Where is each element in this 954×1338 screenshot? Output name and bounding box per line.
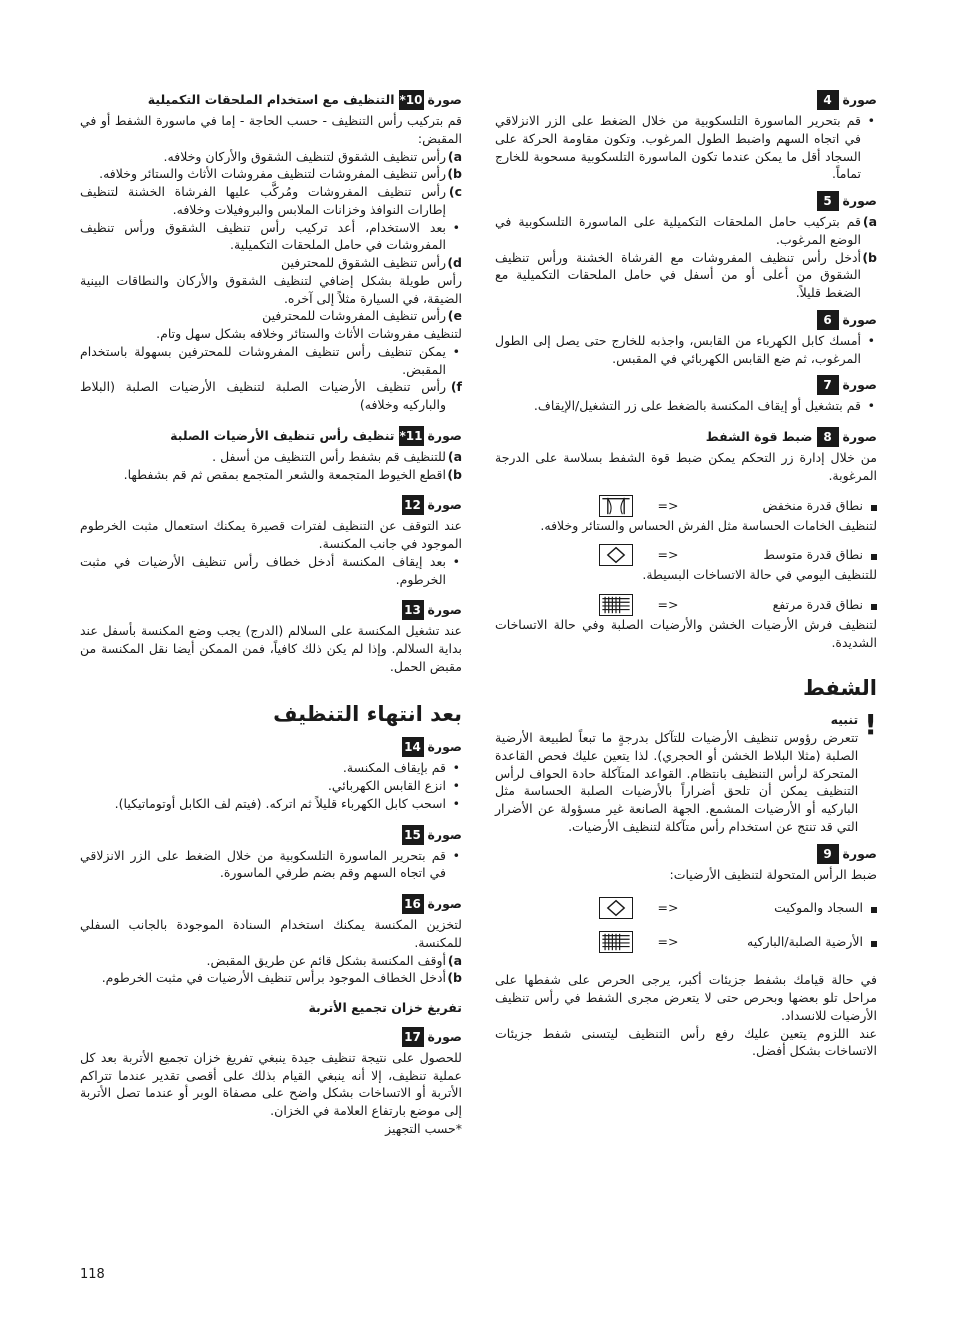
section-title-after-cleaning: بعد انتهاء التنظيف: [273, 701, 462, 726]
warning-box: [495, 708, 877, 835]
figure-7-heading: صورة 7: [495, 375, 877, 395]
figure-number-badge: 6: [817, 310, 839, 330]
list-item: a) للتنظيف قم بشفط رأس التنظيف من أسفل .: [212, 448, 462, 464]
warning-title: تنبيه: [830, 712, 859, 728]
bullet-text: • أمسك كابل الكهرباء من القابس، واجذبه للخارج حتى يصل إلى الطول المرغوب، ثم ضع القابس الكهربائي في المقبس.: [495, 332, 877, 368]
paragraph: في حالة قيامك بشفط جزيئات أكبر، يرجى الحرص على شفطها على مراحل تلو بعضها وبحرص حتى لا يتعرض مجرى الشفط في رأس تنظيف الأرضيات للانسداد.: [495, 972, 877, 1023]
bullet-text: • قم بتشغيل أو إيقاف المكنسة بالضغط على زر التشغيل/الإيقاف.: [495, 397, 877, 415]
warning-text: تتعرض رؤوس تنظيف الأرضيات للتآكل بدرجةٍ ما تبعاً لطبيعة الأرضية الصلبة (مثلا البلاط الخشن أو الحجري). لذا يتعين عليك فحص القاعدة المتحركة لرأس التنظيف بانتظام. القواعد المتآكلة حادة الحواف لرأس التنظيف يمكن أن تلحق أضراراً بالأرضيات الصلبة الحساسة مثل الباركيه أو الأرضيات المشمع. الجهة الصانعة غير مسؤولة عن الأضرار التي قد تنتج عن استخدام رأس متآكلة لتنظيف الأرضيات.: [495, 730, 859, 834]
figure-number-badge: 13: [402, 600, 424, 620]
power-level-high: نطاق قدرة مرتفع =>: [495, 594, 877, 616]
list-item: c) رأس تنظيف المفروشات ومُركَّب عليها الفرشاة الخشنة لتنظيف إطارات النوافذ وخزانات الملابس والبروفيلات وخلافه.: [80, 184, 462, 217]
paragraph: رأس طويلة بشكل إضافي لتنظيف الشقوق والأركان والنطاقات البينية الضيقة، في السيارة مثلاً إلى آخره.: [80, 272, 462, 306]
figure-number-badge: 7: [817, 375, 839, 395]
paragraph: عند تشغيل المكنسة على السلالم (الدرج) يجب وضع المكنسة بأسفل عند بداية السلالم. وإذا لم يكن ذلك كافياً، فمن الممكن أيضا نقل المكنسة من مقبض الحمل.: [80, 623, 462, 674]
section-title-suction: الشفط: [802, 675, 877, 700]
figure-13-heading: صورة 13: [80, 600, 462, 620]
paragraph: ضبط الرأس المتحولة لتنظيف الأرضيات:: [669, 866, 877, 882]
warning-icon: !: [864, 708, 877, 742]
bullet-text: • قم بإيقاف المكنسة.: [80, 759, 462, 777]
list-item: b) رأس تنظيف المفروشات لتنظيف مفروشات الأثاث والستائر وخلافه.: [99, 166, 462, 182]
bullet-text: • انزع القابس الكهربائي.: [80, 777, 462, 795]
bullet-text: • قم بتحرير الماسورة التلسكوبية من خلال الضغط على الزر الانزلاقي في اتجاه السهم واضبط الطول المرغوب. وتكون مقاومة الحركة على السجاد أقل ما يمكن عندما تكون الماسورة التلسكوبية مسحوبة للخارج تماماً.: [495, 112, 877, 183]
figure-number-badge: 8: [817, 427, 839, 447]
subheading: تفريغ خزان تجميع الأتربة: [308, 1000, 462, 1016]
list-item: a) أوقف المكنسة بشكل قائم عن طريق المقبض.: [206, 952, 462, 968]
figure-10-heading: صورة 10* التنظيف مع استخدام الملحقات التكميلية: [80, 90, 462, 110]
figure-number-badge: 12: [402, 495, 424, 515]
bullet-text: • بعد الاستخدام، أعد تركيب رأس تنظيف الشقوق ورأس تنظيف المفروشات في حامل الملحقات التكميلية.: [80, 219, 462, 255]
figure-number-badge: 9: [817, 844, 839, 864]
paragraph: من خلال إدارة زر التحكم يمكن ضبط قوة الشفط بسلاسة على الدرجة المرغوبة.: [495, 450, 877, 483]
right-column: [495, 84, 877, 1060]
figure-5-heading: صورة 5: [495, 191, 877, 211]
figure-17-heading: صورة 17: [80, 1027, 462, 1047]
figure-number-badge: 16: [402, 894, 424, 914]
square-bullet-icon: [871, 941, 877, 947]
square-bullet-icon: [871, 554, 877, 560]
figure-title: ضبط قوة الشفط: [705, 429, 813, 445]
power-description: للتنظيف اليومي في حالة الاتساخات البسيطة.: [642, 567, 877, 583]
square-bullet-icon: [871, 505, 877, 511]
figure-16-heading: صورة 16: [80, 894, 462, 914]
power-level-low: نطاق قدرة منخفض =>: [495, 495, 877, 517]
bullet-text: • اسحب كابل الكهرباء قليلاً ثم اتركه. (فيتم لف الكابل أوتوماتيكيا).: [80, 795, 462, 813]
list-item: b) أدخل رأس تنظيف المفروشات مع الفرشاة الخشنة ورأس تنظيف الشقوق من أعلى أو من أسفل في حامل الملحقات التكميلية مع الضغط قليلاً.: [495, 249, 877, 300]
paragraph: للحصول على نتيجة تنظيف جيدة ينبغي تفريغ خزان تجميع الأتربة بعد كل عملية تنظيف، إلا أنه ينبغي القيام بذلك على أقصى تقدير عندما تتراكم الأتربة أو الاتساخات بشكل واضح على مصفاة الوبر أو عندما تصل الأتربة إلى موضع بارتفاع العلامة في الخزان.: [80, 1049, 462, 1119]
carpet-icon: [599, 931, 633, 953]
figure-8-heading: صورة 8 ضبط قوة الشفط: [495, 427, 877, 447]
figure-14-heading: صورة 14: [80, 737, 462, 757]
figure-number-badge: 11*: [399, 426, 424, 446]
square-bullet-icon: [871, 907, 877, 913]
carpet-icon: [599, 594, 633, 616]
bullet-text: • بعد إيقاف المكنسة أدخل خطاف رأس تنظيف الأرضيات في مثبت الخرطوم.: [80, 553, 462, 589]
page-number: 118: [80, 1267, 105, 1282]
list-item: d) رأس تنظيف الشقوق للمحترفين: [281, 255, 462, 270]
figure-4-heading: صورة 4: [495, 90, 877, 110]
figure-15-heading: صورة 15: [80, 825, 462, 845]
figure-title: التنظيف مع استخدام الملحقات التكميلية: [147, 92, 395, 108]
square-bullet-icon: [871, 604, 877, 610]
figure-12-heading: صورة 12: [80, 495, 462, 515]
paragraph: عند التوقف عن التنظيف لفترات قصيرة يمكنك استعمال مثبت الخرطوم الموجود في جانب المكنسة.: [80, 518, 462, 551]
figure-6-heading: صورة 6: [495, 310, 877, 330]
diamond-icon: [599, 897, 633, 919]
figure-number-badge: 15: [402, 825, 424, 845]
diamond-icon: [599, 544, 633, 566]
power-description: لتنظيف الخامات الحساسة مثل الفرش الحساس والستائر وخلافه.: [540, 517, 877, 533]
paragraph: قم بتركيب رأس التنظيف - حسب الحاجة - إما في ماسورة الشفط أو في المقبض:: [80, 113, 462, 146]
figure-number-badge: 4: [817, 90, 839, 110]
power-level-medium: نطاق قدرة متوسط =>: [495, 544, 877, 566]
bullet-text: • يمكن تنظيف رأس تنظيف المفروشات للمحترفين بسهولة باستخدام المقبض.: [80, 343, 462, 379]
list-item: a) قم بتركيب حامل الملحقات التكميلية على الماسورة التلسكوبية في الوضع المرغوب.: [495, 214, 877, 247]
paragraph: لتنظيف مفروشات الأثاث والستائر وخلافه بشكل سهل وتام.: [156, 326, 462, 341]
figure-number-badge: 14: [402, 737, 424, 757]
list-item: e) رأس تنظيف المفروشات للمحترفين: [262, 308, 462, 324]
paragraph: لتخزين المكنسة يمكنك استخدام السنادة الموجودة بالجانب السفلي للمكنسة.: [80, 917, 462, 950]
floor-setting-carpet: السجاد والموكيت =>: [495, 897, 877, 919]
curtain-icon: [599, 495, 633, 517]
figure-11-heading: صورة 11* تنظيف رأس تنظيف الأرضيات الصلبة: [80, 426, 462, 446]
bullet-text: • قم بتحرير الماسورة التلسكوبية من خلال الضغط على الزر الانزلاقي في اتجاه السهم وقم بضم طرفي الماسورة.: [80, 847, 462, 883]
list-item: b) أدخل الخطاف الموجود برأس تنظيف الأرضيات في مثبت الخرطوم.: [101, 970, 462, 986]
list-item: b) اقطع الخيوط المتجمعة والشعر المتجمع بمقص ثم قم بشفطها.: [123, 466, 462, 482]
list-item: f) رأس تنظيف الأرضيات الصلبة لتنظيف الأرضيات الصلبة (البلاط والباركيه وخلافه): [80, 379, 462, 412]
figure-9-heading: صورة 9: [495, 844, 877, 864]
power-description: لتنظيف فرش الأرضيات الخشن والأرضيات الصلبة وفي حالة الاتساخات الشديدة.: [495, 617, 877, 650]
figure-number-badge: 5: [817, 191, 839, 211]
figure-number-badge: 10*: [399, 90, 424, 110]
left-column: [80, 84, 462, 1138]
figure-number-badge: 17: [402, 1027, 424, 1047]
footnote: *حسب التجهيز: [385, 1120, 462, 1136]
figure-title: تنظيف رأس تنظيف الأرضيات الصلبة: [170, 427, 395, 443]
list-item: a) رأس تنظيف الشقوق لتنظيف الشقوق والأركان وخلافه.: [163, 148, 462, 164]
floor-setting-hard: الأرضية الصلبة/الباركيه =>: [495, 931, 877, 953]
paragraph: عند اللزوم يتعين عليك رفع رأس التنظيف ليتسنى شفط جزيئات الاتساخات بشكل أفضل.: [495, 1025, 877, 1059]
